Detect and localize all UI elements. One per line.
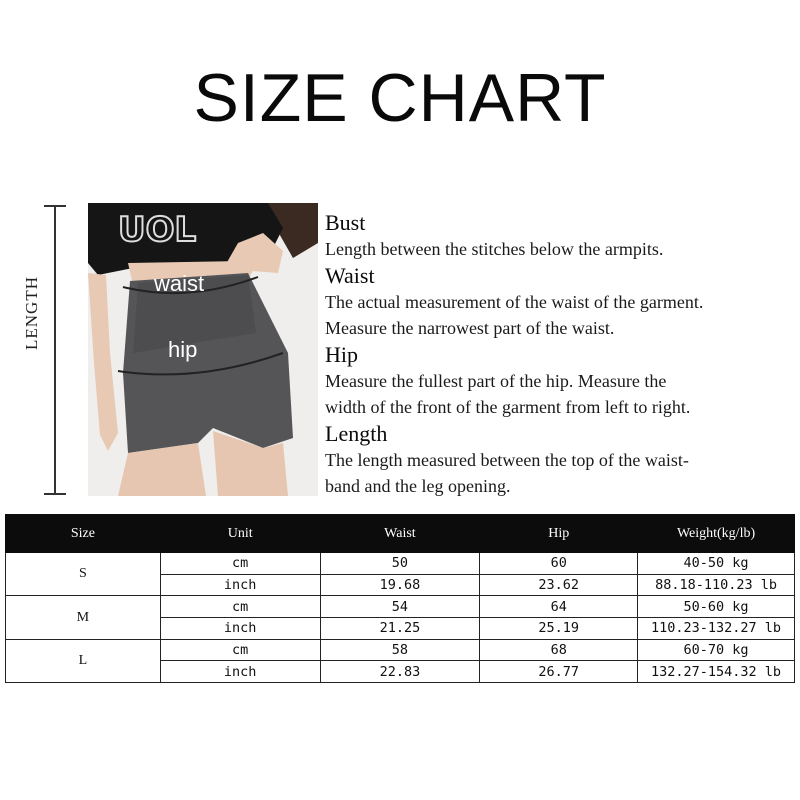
definition-text: Length between the stitches below the armpits. [325, 239, 664, 259]
unit-cell: inch [160, 618, 320, 640]
waist-cell: 50 [320, 553, 480, 575]
hip-cell: 23.62 [480, 574, 638, 596]
unit-cell: cm [160, 596, 320, 618]
waist-tag: waist [154, 271, 205, 296]
weight-cell: 50-60 kg [638, 596, 795, 618]
weight-cell: 88.18-110.23 lb [638, 574, 795, 596]
header-size: Size [6, 515, 161, 553]
svg-text:UOL: UOL [118, 210, 197, 250]
unit-cell: inch [160, 661, 320, 683]
unit-cell: cm [160, 639, 320, 661]
hip-tag: hip [168, 337, 198, 362]
table-row [6, 553, 795, 575]
weight-cell: 110.23-132.27 lb [638, 618, 795, 640]
definition-text: Measure the fullest part of the hip. Measure the [325, 370, 667, 391]
definition-text: The actual measurement of the waist of the garment. [325, 291, 704, 312]
definition-term-length: Length [325, 420, 388, 446]
waist-cell: 22.83 [320, 661, 480, 683]
length-ruler [44, 205, 66, 495]
product-photo [88, 203, 318, 496]
definition-term-bust: Bust [325, 210, 366, 235]
header-unit: Unit [160, 515, 320, 553]
header-weight: Weight(kg/lb) [638, 515, 795, 553]
hip-cell: 60 [480, 553, 638, 575]
definition-text: band and the leg opening. [325, 476, 511, 496]
weight-cell: 40-50 kg [638, 553, 795, 575]
size-cell: S [6, 553, 161, 596]
length-label: LENGTH [22, 276, 41, 350]
size-cell: M [6, 596, 161, 639]
weight-cell: 60-70 kg [638, 639, 795, 661]
table-row [6, 639, 795, 661]
header-waist: Waist [320, 515, 480, 553]
measurement-definitions [325, 210, 795, 500]
ruler-bar [54, 205, 56, 495]
definition-text: Measure the narrowest part of the waist. [325, 318, 615, 338]
waist-cell: 54 [320, 596, 480, 618]
header-hip: Hip [480, 515, 638, 553]
waist-cell: 58 [320, 639, 480, 661]
definition-text: The length measured between the top of the waist- [325, 449, 689, 470]
ruler-bottom-cap [44, 493, 66, 495]
definition-term-waist: Waist [325, 262, 375, 288]
definition-text: width of the front of the garment from left to right. [325, 397, 691, 417]
table-row [6, 596, 795, 618]
weight-cell: 132.27-154.32 lb [638, 661, 795, 683]
hip-cell: 64 [480, 596, 638, 618]
shorts-illustration [88, 203, 318, 496]
waist-cell: 21.25 [320, 618, 480, 640]
hip-cell: 25.19 [480, 618, 638, 640]
unit-cell: inch [160, 574, 320, 596]
size-table [5, 514, 795, 683]
page-title: SIZE CHART [193, 60, 607, 136]
waist-cell: 19.68 [320, 574, 480, 596]
unit-cell: cm [160, 553, 320, 575]
hip-cell: 68 [480, 639, 638, 661]
hip-cell: 26.77 [480, 661, 638, 683]
size-cell: L [6, 639, 161, 682]
definition-term-hip: Hip [325, 341, 358, 367]
table-header-row [6, 515, 795, 553]
